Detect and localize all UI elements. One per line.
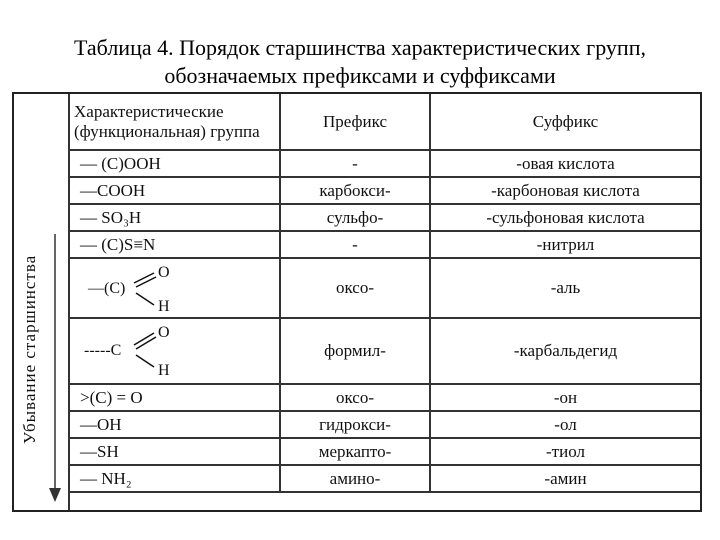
header-group-line-1: Характеристические bbox=[74, 101, 224, 121]
structure-main-text: —(C) bbox=[88, 280, 126, 297]
suffix-cell: -карбоновая кислота bbox=[430, 177, 700, 204]
title-line-1: Таблица 4. Порядок старшинства характеристических групп, bbox=[74, 35, 646, 60]
suffix-cell: -овая кислота bbox=[430, 150, 700, 177]
group-cell: — NH₂ bbox=[70, 465, 280, 492]
group-cell bbox=[70, 318, 280, 384]
group-cell: — SO₃H bbox=[70, 204, 280, 231]
suffix-cell: -аль bbox=[430, 258, 700, 318]
table-row bbox=[70, 438, 700, 465]
group-cell: — (C)OOH bbox=[70, 150, 280, 177]
prefix-cell: оксо- bbox=[280, 258, 430, 318]
structure-o-text: O bbox=[158, 324, 170, 341]
aldehyde-structure bbox=[80, 261, 210, 315]
prefix-cell: - bbox=[280, 150, 430, 177]
group-cell: — (C)S≡N bbox=[70, 231, 280, 258]
header-group bbox=[70, 94, 280, 150]
prefix-cell: формил- bbox=[280, 318, 430, 384]
structure-o-text: O bbox=[158, 264, 170, 281]
table-row bbox=[70, 150, 700, 177]
prefix-cell: оксо- bbox=[280, 384, 430, 411]
prefix-cell: - bbox=[280, 231, 430, 258]
prefix-cell: меркапто- bbox=[280, 438, 430, 465]
groups-table bbox=[70, 94, 700, 493]
table-row bbox=[70, 177, 700, 204]
suffix-cell: -сульфоновая кислота bbox=[430, 204, 700, 231]
table-header-row bbox=[70, 94, 700, 150]
structure-h-text: H bbox=[158, 298, 170, 315]
suffix-cell: -нитрил bbox=[430, 231, 700, 258]
header-suffix: Суффикс bbox=[430, 94, 700, 150]
table-row bbox=[70, 465, 700, 492]
prefix-cell: сульфо- bbox=[280, 204, 430, 231]
seniority-table bbox=[12, 92, 702, 512]
header-group-line-2: (функциональная) группа bbox=[74, 121, 260, 141]
group-cell: —COOH bbox=[70, 177, 280, 204]
seniority-side-column: Убывание старшинства bbox=[14, 94, 70, 510]
suffix-cell: -тиол bbox=[430, 438, 700, 465]
suffix-cell: -ол bbox=[430, 411, 700, 438]
table-row bbox=[70, 231, 700, 258]
group-cell: >(C) = O bbox=[70, 384, 280, 411]
structure-main-text: -----C bbox=[84, 342, 122, 359]
suffix-cell: -амин bbox=[430, 465, 700, 492]
prefix-cell: амино- bbox=[280, 465, 430, 492]
group-cell: —SH bbox=[70, 438, 280, 465]
table-row bbox=[70, 411, 700, 438]
header-prefix: Префикс bbox=[280, 94, 430, 150]
structure-h-text: H bbox=[158, 362, 170, 379]
down-arrow-icon bbox=[48, 234, 62, 504]
group-cell bbox=[70, 258, 280, 318]
suffix-cell: -он bbox=[430, 384, 700, 411]
table-row bbox=[70, 318, 700, 384]
prefix-cell: карбокси- bbox=[280, 177, 430, 204]
table-row bbox=[70, 204, 700, 231]
title-line-2: обозначаемых префиксами и суффиксами bbox=[164, 63, 556, 88]
page-title bbox=[0, 34, 720, 90]
suffix-cell: -карбальдегид bbox=[430, 318, 700, 384]
formyl-structure bbox=[80, 321, 210, 381]
group-cell: —OH bbox=[70, 411, 280, 438]
table-row bbox=[70, 258, 700, 318]
table-row bbox=[70, 384, 700, 411]
prefix-cell: гидрокси- bbox=[280, 411, 430, 438]
